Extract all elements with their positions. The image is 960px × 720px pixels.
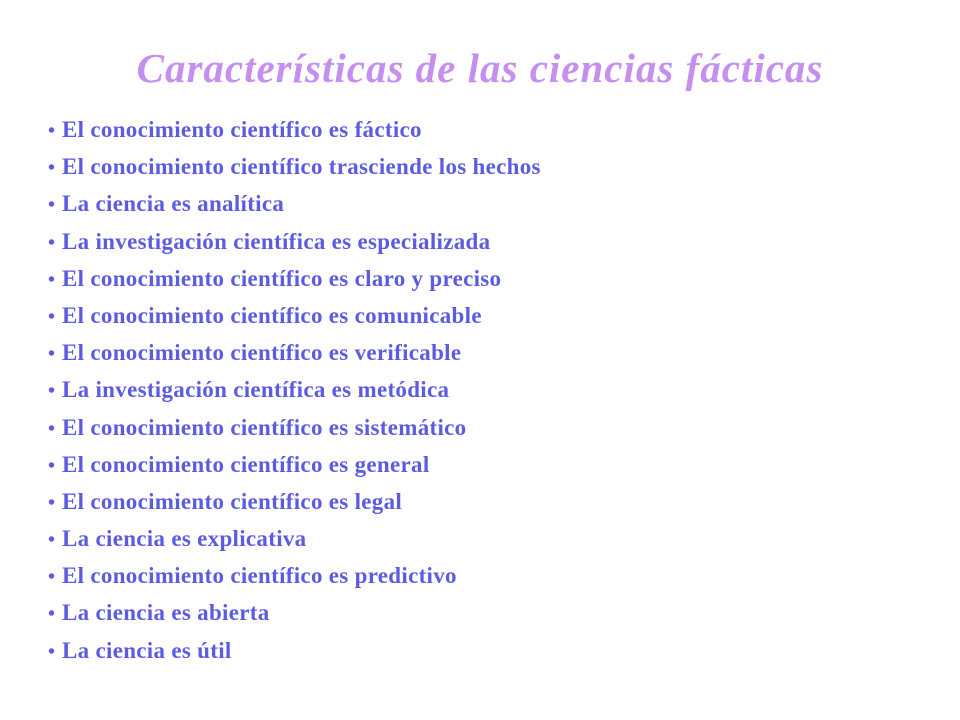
list-item-text: El conocimiento científico es verificable: [62, 340, 462, 366]
bullet-icon: •: [48, 603, 56, 626]
list-item-text: La ciencia es abierta: [62, 600, 270, 626]
list-item-text: El conocimiento científico es fáctico: [62, 117, 422, 142]
list-item-text: La investigación científica es metódica: [62, 377, 450, 403]
list-item: [48, 483, 541, 520]
list-item: [48, 334, 541, 371]
bullet-list: [48, 111, 541, 669]
list-item: [48, 260, 541, 297]
list-item-text: El conocimiento científico es general: [62, 451, 430, 477]
slide-title: Características de las ciencias fácticas: [136, 45, 824, 91]
list-item: [48, 297, 541, 334]
bullet-icon: •: [48, 268, 56, 291]
list-item: [48, 594, 541, 631]
list-item: [48, 111, 541, 148]
list-item-text: La ciencia es analítica: [62, 191, 285, 217]
bullet-icon: •: [48, 231, 56, 254]
list-item-text: El conocimiento científico es predictivo: [62, 563, 457, 589]
bullet-icon: •: [48, 157, 56, 180]
bullet-icon: •: [48, 380, 56, 403]
list-item-text: El conocimiento científico es sistemático: [62, 414, 467, 440]
list-item-text: La ciencia es explicativa: [62, 526, 307, 552]
bullet-icon: •: [48, 417, 56, 440]
bullet-icon: •: [48, 529, 56, 552]
bullet-icon: •: [48, 491, 56, 514]
list-item: [48, 520, 541, 557]
bullet-icon: •: [48, 343, 56, 366]
list-item-text: El conocimiento científico es comunicable: [62, 302, 482, 328]
list-item-text: La investigación científica es especializada: [62, 228, 491, 254]
list-item: [48, 409, 541, 446]
list-item-text: La ciencia es útil: [62, 637, 232, 663]
bullet-icon: •: [48, 640, 56, 663]
bullet-icon: •: [48, 305, 56, 328]
list-item-text: El conocimiento científico es claro y preciso: [62, 265, 502, 291]
list-item-text: El conocimiento científico es legal: [62, 488, 403, 514]
list-item: [48, 185, 541, 222]
list-item: [48, 223, 541, 260]
bullet-icon: •: [48, 194, 56, 217]
bullet-icon: •: [48, 454, 56, 477]
list-item: [48, 557, 541, 594]
list-item: [48, 148, 541, 185]
list-item: [48, 632, 541, 669]
list-item-text: El conocimiento científico trasciende los hechos: [62, 154, 541, 180]
bullet-icon: •: [48, 566, 56, 589]
bullet-icon: •: [48, 120, 56, 142]
list-item: [48, 371, 541, 408]
list-item: [48, 446, 541, 483]
